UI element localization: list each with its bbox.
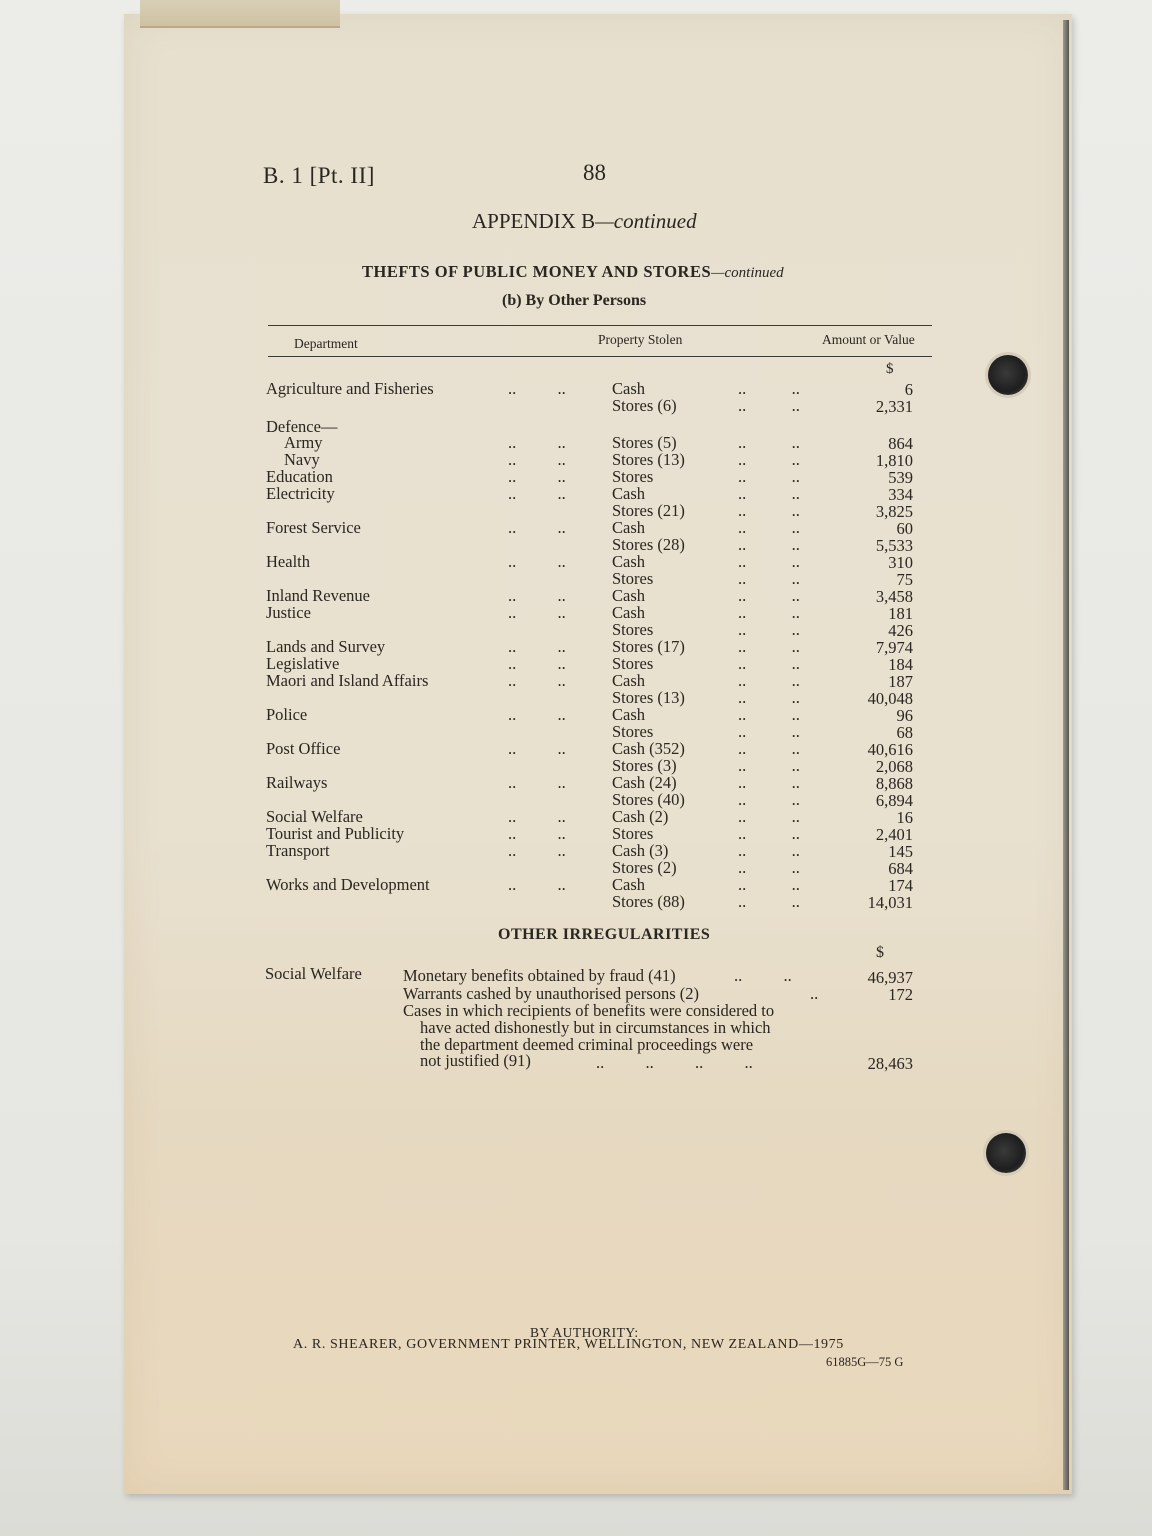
row-property: Stores (5) — [612, 433, 677, 452]
currency-symbol: $ — [886, 361, 894, 377]
other-irregularities-heading: OTHER IRREGULARITIES — [498, 926, 711, 943]
leader-dots: .. .. — [508, 637, 566, 656]
row-department: Forest Service — [266, 518, 361, 537]
row-property: Stores (40) — [612, 790, 685, 809]
row-amount: 16 — [896, 808, 913, 827]
row-amount: 864 — [888, 434, 913, 453]
leader-dots: .. .. .. .. — [596, 1053, 753, 1072]
row-department: Agriculture and Fisheries — [266, 379, 434, 398]
row-property: Cash (2) — [612, 807, 669, 826]
leader-dots: .. .. — [738, 807, 800, 826]
leader-dots: .. .. — [508, 841, 566, 860]
column-header-property: Property Stolen — [598, 332, 683, 347]
leader-dots: .. .. — [738, 586, 800, 605]
leader-dots: .. .. — [508, 433, 566, 452]
row-property: Stores — [612, 569, 654, 588]
row-department: Inland Revenue — [266, 586, 371, 605]
leader-dots: .. .. — [508, 467, 566, 486]
leader-dots: .. .. — [738, 858, 800, 877]
row-amount: 96 — [896, 706, 913, 725]
other-item-3-line-4: not justified (91) — [420, 1051, 531, 1070]
row-property: Stores (2) — [612, 858, 677, 877]
leader-dots: .. .. — [738, 467, 800, 486]
row-amount: 3,458 — [875, 587, 913, 606]
footer-authority: BY AUTHORITY: — [530, 1325, 639, 1340]
leader-dots: .. .. — [508, 379, 566, 398]
leader-dots: .. .. — [738, 824, 800, 843]
row-amount: 2,068 — [875, 757, 913, 776]
row-department: Social Welfare — [266, 807, 363, 826]
row-amount: 334 — [888, 485, 913, 504]
row-property: Stores (6) — [612, 396, 677, 415]
leader-dots: .. .. — [738, 841, 800, 860]
column-header-amount: Amount or Value — [822, 332, 915, 347]
row-department: Education — [266, 467, 333, 486]
leader-dots: .. .. — [738, 501, 800, 520]
appendix-continued: —continued — [595, 209, 697, 233]
row-amount: 181 — [888, 604, 913, 623]
row-amount: 8,868 — [875, 774, 913, 793]
row-amount: 145 — [888, 842, 913, 861]
other-item-1-amount: 46,937 — [867, 968, 913, 987]
leader-dots: .. .. — [508, 484, 566, 503]
leader-dots: .. .. — [508, 552, 566, 571]
row-property: Cash — [612, 586, 645, 605]
leader-dots: .. .. — [738, 637, 800, 656]
leader-dots: .. — [810, 984, 819, 1003]
leader-dots: .. .. — [738, 535, 800, 554]
leader-dots: .. .. — [508, 773, 566, 792]
other-item-3-amount: 28,463 — [867, 1054, 913, 1073]
leader-dots: .. .. — [738, 790, 800, 809]
leader-dots: .. .. — [508, 586, 566, 605]
row-department: Justice — [266, 603, 311, 622]
row-property: Cash (24) — [612, 773, 677, 792]
row-department: Tourist and Publicity — [266, 824, 405, 843]
leader-dots: .. .. — [508, 807, 566, 826]
leader-dots: .. .. — [508, 824, 566, 843]
leader-dots: .. .. — [738, 518, 800, 537]
row-amount: 6 — [904, 380, 913, 399]
leader-dots: .. .. — [738, 892, 800, 911]
row-department: Maori and Island Affairs — [266, 671, 429, 690]
row-property: Stores — [612, 620, 654, 639]
row-property: Stores (13) — [612, 450, 685, 469]
header-rule-bottom — [268, 356, 932, 357]
row-department: Police — [266, 705, 308, 724]
row-amount: 684 — [888, 859, 913, 878]
row-amount: 75 — [896, 570, 913, 589]
row-department: Post Office — [266, 739, 341, 758]
leader-dots: .. .. — [738, 396, 800, 415]
leader-dots: .. .. — [738, 756, 800, 775]
row-property: Cash — [612, 484, 645, 503]
row-amount: 1,810 — [875, 451, 913, 470]
leader-dots: .. .. — [508, 705, 566, 724]
leader-dots: .. .. — [738, 433, 800, 452]
appendix-heading — [472, 209, 697, 234]
other-item-3-line-1: Cases in which recipients of benefits were considered to — [403, 1001, 775, 1020]
row-property: Stores (13) — [612, 688, 685, 707]
row-amount: 174 — [888, 876, 913, 895]
row-amount: 184 — [888, 655, 913, 674]
row-department: Railways — [266, 773, 328, 792]
row-department: Lands and Survey — [266, 637, 386, 656]
row-amount: 2,401 — [875, 825, 913, 844]
document-reference: B. 1 [Pt. II] — [263, 163, 375, 188]
row-department: Legislative — [266, 654, 340, 673]
row-amount: 68 — [896, 723, 913, 742]
row-property: Stores — [612, 824, 654, 843]
leader-dots: .. .. — [738, 484, 800, 503]
row-property: Cash — [612, 671, 645, 690]
row-amount: 3,825 — [875, 502, 913, 521]
row-property: Cash — [612, 603, 645, 622]
leader-dots: .. .. — [738, 603, 800, 622]
leader-dots: .. .. — [508, 739, 566, 758]
row-amount: 40,048 — [867, 689, 913, 708]
leader-dots: .. .. — [738, 739, 800, 758]
row-property: Stores — [612, 467, 654, 486]
row-amount: 539 — [888, 468, 913, 487]
leader-dots: .. .. — [738, 620, 800, 639]
row-property: Cash (3) — [612, 841, 669, 860]
table-title — [362, 262, 784, 282]
leader-dots: .. .. — [738, 671, 800, 690]
other-item-1: Monetary benefits obtained by fraud (41) — [403, 966, 676, 985]
row-property: Cash — [612, 705, 645, 724]
leader-dots: .. .. — [738, 773, 800, 792]
leader-dots: .. .. — [508, 603, 566, 622]
leader-dots: .. .. — [738, 569, 800, 588]
row-amount: 7,974 — [875, 638, 913, 657]
leader-dots: .. .. — [508, 518, 566, 537]
row-amount: 6,894 — [875, 791, 913, 810]
footer-code: 61885G—75 G — [826, 1355, 904, 1369]
leader-dots: .. .. — [738, 654, 800, 673]
row-amount: 2,331 — [875, 397, 913, 416]
other-item-3-line-2: have acted dishonestly but in circumstances in which — [420, 1018, 771, 1037]
other-currency-symbol: $ — [876, 944, 884, 961]
table-title-main: THEFTS OF PUBLIC MONEY AND STORES — [362, 262, 712, 281]
row-property: Cash — [612, 518, 645, 537]
leader-dots: .. .. — [738, 875, 800, 894]
row-department: Health — [266, 552, 310, 571]
leader-dots: .. .. — [508, 875, 566, 894]
row-department: Defence— — [266, 417, 338, 436]
leader-dots: .. .. — [734, 966, 792, 985]
header-rule-top — [268, 325, 932, 326]
other-item-3-line-3: the department deemed criminal proceedings were — [420, 1035, 754, 1054]
leader-dots: .. .. — [508, 671, 566, 690]
torn-corner — [140, 0, 340, 28]
row-amount: 60 — [896, 519, 913, 538]
row-amount: 426 — [888, 621, 913, 640]
row-property: Cash — [612, 875, 645, 894]
other-item-2-amount: 172 — [888, 985, 913, 1004]
footer-printer: A. R. SHEARER, GOVERNMENT PRINTER, WELLINGTON, NEW ZEALAND—1975 — [293, 1337, 844, 1352]
leader-dots: .. .. — [738, 552, 800, 571]
leader-dots: .. .. — [508, 450, 566, 469]
row-department: Army — [284, 433, 323, 452]
row-amount: 40,616 — [867, 740, 913, 759]
row-property: Stores (21) — [612, 501, 685, 520]
row-department: Transport — [266, 841, 330, 860]
page-edge — [1063, 20, 1069, 1490]
row-amount: 187 — [888, 672, 913, 691]
row-department: Electricity — [266, 484, 335, 503]
row-department: Works and Development — [266, 875, 430, 894]
row-property: Cash (352) — [612, 739, 685, 758]
other-department: Social Welfare — [265, 964, 362, 983]
leader-dots: .. .. — [738, 450, 800, 469]
punch-hole-top — [988, 355, 1028, 395]
row-amount: 14,031 — [867, 893, 913, 912]
appendix-title: APPENDIX B — [472, 209, 596, 233]
row-property: Cash — [612, 552, 645, 571]
row-property: Stores (28) — [612, 535, 685, 554]
leader-dots: .. .. — [738, 722, 800, 741]
leader-dots: .. .. — [738, 379, 800, 398]
page-number: 88 — [583, 160, 606, 185]
table-title-continued: —continued — [711, 265, 784, 281]
other-item-2: Warrants cashed by unauthorised persons (2) — [403, 984, 700, 1003]
row-amount: 310 — [888, 553, 913, 572]
row-property: Stores — [612, 722, 654, 741]
leader-dots: .. .. — [738, 688, 800, 707]
leader-dots: .. .. — [738, 705, 800, 724]
row-department: Navy — [284, 450, 320, 469]
leader-dots: .. .. — [508, 654, 566, 673]
column-header-department: Department — [294, 336, 358, 351]
row-property: Cash — [612, 379, 645, 398]
row-property: Stores (17) — [612, 637, 685, 656]
row-amount: 5,533 — [875, 536, 913, 555]
punch-hole-bottom — [986, 1133, 1026, 1173]
row-property: Stores (88) — [612, 892, 685, 911]
row-property: Stores (3) — [612, 756, 677, 775]
table-subtitle: (b) By Other Persons — [502, 292, 647, 309]
row-property: Stores — [612, 654, 654, 673]
